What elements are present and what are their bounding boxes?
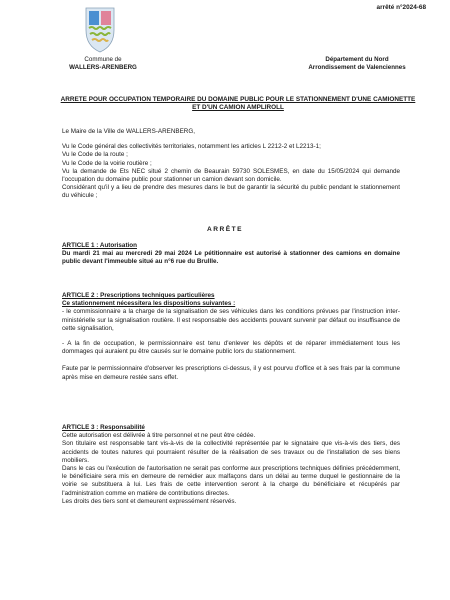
article-3-heading: ARTICLE 3 : Responsabilité <box>62 424 145 431</box>
vu-code-voirie: Vu le Code de la voirie routière ; <box>62 159 152 167</box>
commune-label: Commune de <box>84 56 122 63</box>
department-name: Département du Nord <box>325 56 389 63</box>
considerant: Considérant qu'il y a lieu de prendre des mesures dans le but de garantir la sécurité du public pendant le stationnement du véhicule ; <box>62 184 400 200</box>
maire-line: Le Maire de la Ville de WALLERS-ARENBERG, <box>62 128 195 135</box>
vu-code-route: Vu le Code de la route ; <box>62 151 128 159</box>
article-3 <box>62 424 400 506</box>
article-2 <box>62 292 400 382</box>
preamble <box>62 128 400 201</box>
article-1 <box>62 242 400 267</box>
article-3-p4: Les droits des tiers sont et demeurent expressément réservés. <box>62 497 237 505</box>
vu-demande: Vu la demande de Ets NEC situé 2 chemin de Beaurain 59730 SOLESMES, en date du 15/05/2024 qui demande l'occupation du domaine public pour stationner un camion devant son domicile. <box>62 167 400 184</box>
arrete-heading: ARRÊTE <box>206 226 244 233</box>
department-block <box>282 56 432 72</box>
article-3-p2: Son titulaire est responsable tant vis-à-vis de la collectivité représentée par le signataire que vis-à-vis des tiers, des accidents de toutes natures qui pourraient résulter de la réalisation de ses travaux ou de l'installation de ses biens mobiliers. <box>62 440 400 464</box>
commune-block <box>58 56 148 72</box>
article-3-p3: Dans le cas ou l'exécution de l'autorisation ne serait pas conforme aux prescriptions techniques définies précédemment, le bénéficiaire sera mis en demeure de remédier aux malfaçons dans un délai au terme duquel le gestionnaire de la voirie se substituera à lui. Les frais de cette intervention seront à la charge du bénéficiaire et récupérés par l'administration comme en matière de contributions directes. <box>62 465 400 497</box>
article-1-text: Du mardi 21 mai au mercredi 29 mai 2024 Le pétitionnaire est autorisé à stationner des camions en domaine public devant l'immeuble situé au n°6 rue du Brullle. <box>62 250 400 266</box>
article-2-p2: - A la fin de occupation, le permissionnaire est tenu d'enlever les dépôts et de réparer immédiatement tous les dommages qui auraient pu être causés sur le domaine public lors du stationnement. <box>62 340 400 356</box>
coat-of-arms-icon <box>84 6 116 54</box>
article-1-heading: ARTICLE 1 : Autorisation <box>62 242 137 249</box>
arrondissement-name: Arrondissement de Valenciennes <box>308 64 406 71</box>
arrete-number: arrêté n°2024-68 <box>376 4 426 11</box>
commune-name: WALLERS-ARENBERG <box>69 64 137 71</box>
article-2-p3: Faute par le permissionnaire d'observer les prescriptions ci-dessus, il y est pourvu d'office et à ses frais par la commune après mise en demeure restée sans effet. <box>62 365 400 381</box>
article-3-p1: Cette autorisation est délivrée à titre personnel et ne peut être cédée. <box>62 432 256 440</box>
article-2-heading: ARTICLE 2 : Prescriptions techniques particulières <box>62 292 215 299</box>
vu-cgct: Vu le Code général des collectivités territoriales, notamment les articles L 2212-2 et L2213-1; <box>62 143 321 151</box>
article-2-p1: - le commissionnaire a la charge de la signalisation de ses véhicules dans les conditions prévues par l'instruction inter-ministérielle sur la signalisation routière. Il est responsable des accidents pouvant survenir par défaut ou insuffisance de cette signalisation, <box>62 308 400 332</box>
document-title: ARRETE POUR OCCUPATION TEMPORAIRE DU DOMAINE PUBLIC POUR LE STATIONNEMENT D'UNE CAMIONETTE ET D'UN CAMION AMPLIROLL <box>60 96 416 112</box>
article-2-subheading: Ce stationnement nécessitera les dispositions suivantes : <box>62 300 236 308</box>
